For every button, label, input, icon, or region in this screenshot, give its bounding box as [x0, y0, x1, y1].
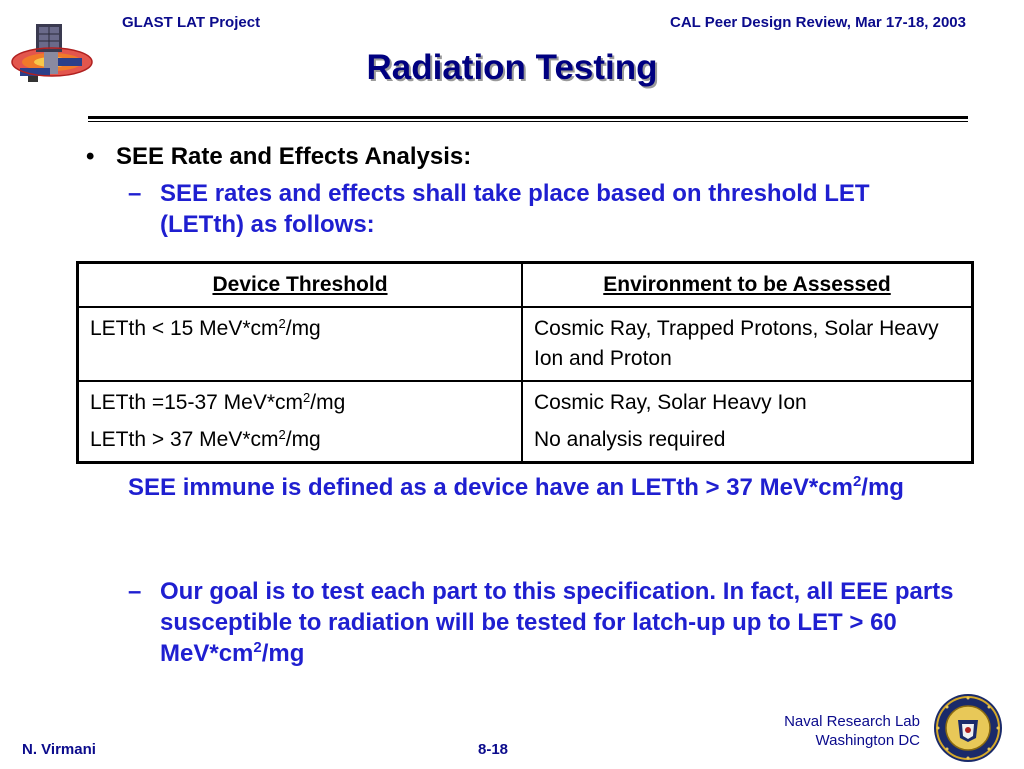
cell-threshold — [78, 307, 523, 381]
threshold-text: LETth < 15 MeV*cm — [90, 317, 279, 340]
bullet-marker: • — [86, 143, 95, 170]
threshold-unit: /mg — [285, 428, 321, 451]
cell-threshold — [78, 381, 523, 463]
page-title: Radiation Testing — [366, 48, 658, 87]
footer-author: N. Virmani — [22, 741, 96, 758]
cell-environment — [522, 381, 973, 463]
sub-bullet-text — [160, 576, 960, 669]
goal-text: Our goal is to test each part to this specification. In fact, all EEE parts susceptible to radiation will be tested for latch-up up to LET > 60 MeV*cm — [160, 578, 954, 667]
superscript: 2 — [278, 427, 286, 442]
environment-line: No analysis required — [534, 428, 726, 451]
bullet-text: SEE Rate and Effects Analysis: — [116, 143, 472, 170]
threshold-text: LETth > 37 MeV*cm — [90, 428, 279, 451]
naval-research-lab-seal-icon — [932, 692, 1004, 764]
footer-org-line1: Naval Research Lab — [784, 713, 920, 730]
sub-bullet-text: SEE rates and effects shall take place based on threshold LET (LETth) as follows: — [160, 180, 870, 238]
footer-org-line2: Washington DC — [815, 732, 920, 749]
superscript: 2 — [253, 639, 262, 656]
header-review-name: CAL Peer Design Review, Mar 17-18, 2003 — [670, 14, 966, 31]
dash-marker: – — [128, 578, 142, 605]
note-text: SEE immune is defined as a device have an LETth > 37 MeV*cm — [128, 474, 853, 501]
threshold-unit: /mg — [285, 317, 321, 340]
threshold-line — [90, 388, 511, 418]
cell-environment: Cosmic Ray, Trapped Protons, Solar Heavy Ion and Proton — [522, 307, 973, 381]
environment-line: Cosmic Ray, Solar Heavy Ion — [534, 391, 807, 414]
column-header-device-threshold: Device Threshold — [78, 263, 523, 308]
table-header-row — [78, 263, 973, 308]
threshold-line — [90, 425, 511, 455]
superscript: 2 — [852, 473, 862, 490]
table-row — [78, 307, 973, 381]
threshold-unit: /mg — [310, 391, 346, 414]
goal-unit: /mg — [261, 640, 305, 667]
superscript: 2 — [303, 390, 311, 405]
column-header-environment: Environment to be Assessed — [522, 263, 973, 308]
header-project-name: GLAST LAT Project — [122, 14, 261, 31]
threshold-table — [76, 261, 974, 464]
footer-page-number: 8-18 — [478, 741, 509, 758]
see-immune-note — [128, 472, 928, 503]
title-rule-thin — [88, 121, 968, 122]
dash-marker: – — [128, 180, 142, 207]
footer-organization — [784, 712, 920, 750]
note-unit: /mg — [861, 474, 904, 501]
title-rule-thick — [88, 116, 968, 119]
threshold-text: LETth =15-37 MeV*cm — [90, 391, 304, 414]
table-row — [78, 381, 973, 463]
superscript: 2 — [278, 316, 286, 331]
